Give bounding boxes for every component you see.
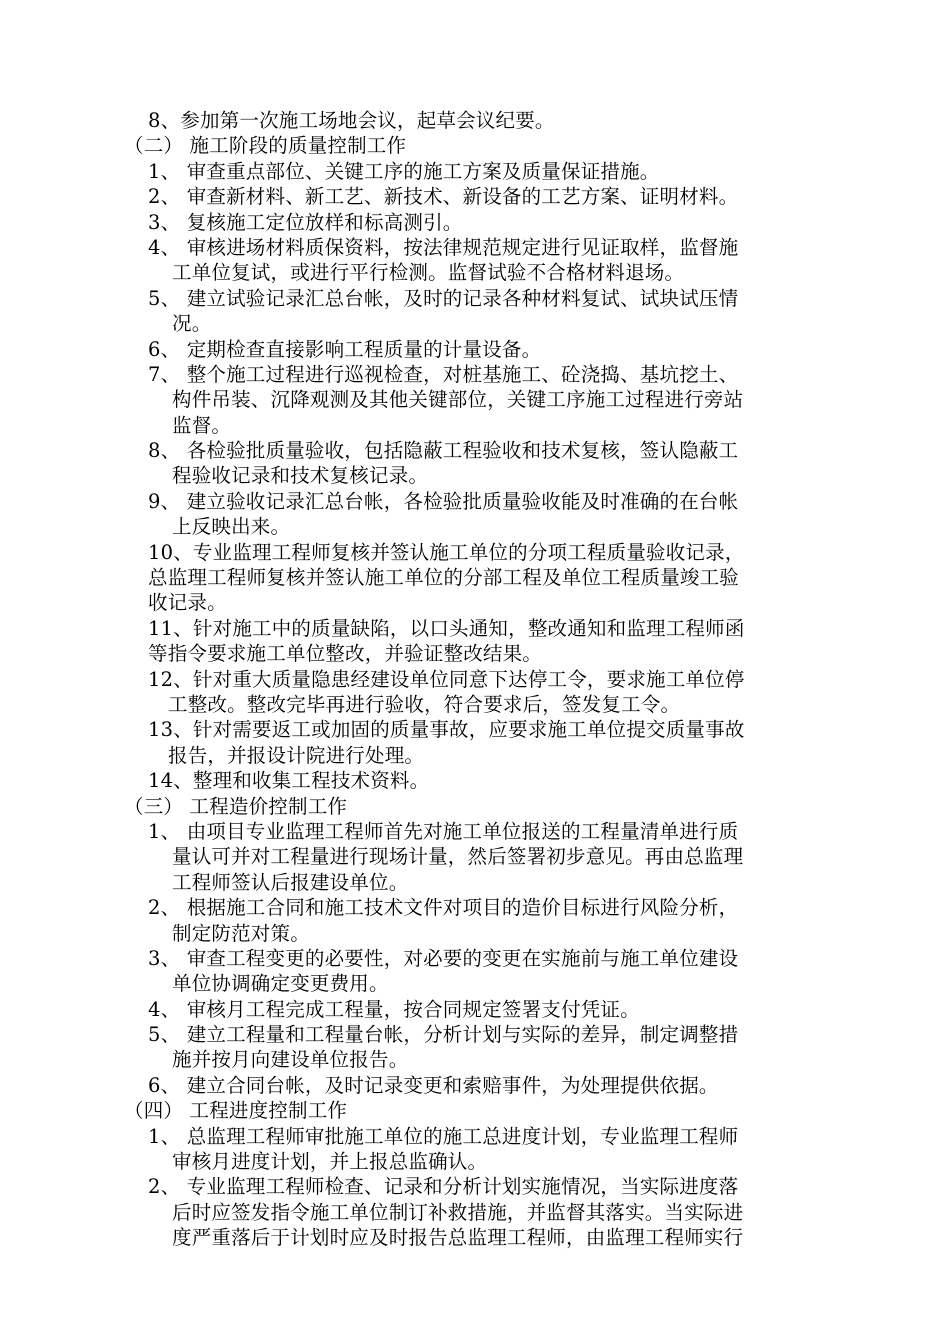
text-line: 9、 建立验收记录汇总台帐，各检验批质量验收能及时准确的在台帐	[148, 489, 739, 513]
text-line: 报告，并报设计院进行处理。	[168, 743, 425, 767]
text-line: 工单位复试，或进行平行检测。监督试验不合格材料退场。	[172, 261, 685, 285]
text-line: 12、针对重大质量隐患经建设单位同意下达停工令，要求施工单位停	[148, 667, 745, 691]
text-line: 2、 专业监理工程师检查、记录和分析计划实施情况，当实际进度落	[148, 1175, 739, 1199]
text-line: 构件吊装、沉降观测及其他关键部位，关键工序施工过程进行旁站	[172, 388, 744, 412]
text-line: 工程师签认后报建设单位。	[172, 870, 409, 894]
text-line: 4、 审核进场材料质保资料，按法律规范规定进行见证取样，监督施	[148, 235, 739, 259]
text-line: 1、 审查重点部位、关键工序的施工方案及质量保证措施。	[148, 159, 660, 183]
text-line: 10、专业监理工程师复核并签认施工单位的分项工程质量验收记录，	[148, 540, 745, 564]
text-line: 7、 整个施工过程进行巡视检查，对桩基施工、砼浇捣、基坑挖土、	[148, 362, 739, 386]
text-line: 收记录。	[148, 591, 227, 615]
text-line: 13、针对需要返工或加固的质量事故，应要求施工单位提交质量事故	[148, 718, 745, 742]
text-line: 2、 审查新材料、新工艺、新技术、新设备的工艺方案、证明材料。	[148, 185, 739, 209]
text-line: 等指令要求施工单位整改，并验证整改结果。	[148, 642, 543, 666]
text-line: 8、 各检验批质量验收，包括隐蔽工程验收和技术复核，签认隐蔽工	[148, 439, 739, 463]
text-line: 监督。	[172, 413, 232, 437]
text-line: 14、整理和收集工程技术资料。	[148, 769, 430, 793]
document-page	[0, 108, 950, 1251]
text-line: 况。	[172, 312, 212, 336]
text-line: 总监理工程师复核并签认施工单位的分部工程及单位工程质量竣工验	[148, 566, 740, 590]
text-line: 4、 审核月工程完成工程量，按合同规定签署支付凭证。	[148, 997, 640, 1021]
text-line: 6、 建立合同台帐，及时记录变更和索赔事件，为处理提供依据。	[148, 1073, 719, 1097]
text-line: 单位协调确定变更费用。	[172, 972, 389, 996]
text-line: 8、参加第一次施工场地会议，起草会议纪要。	[148, 109, 555, 132]
text-line: 3、 审查工程变更的必要性，对必要的变更在实施前与施工单位建设	[148, 946, 739, 970]
text-line: 6、 定期检查直接影响工程质量的计量设备。	[148, 337, 542, 361]
text-line: （三） 工程造价控制工作	[124, 794, 348, 818]
text-line: 5、 建立试验记录汇总台帐，及时的记录各种材料复试、试块试压情	[148, 286, 739, 310]
text-line: 程验收记录和技术复核记录。	[172, 464, 429, 488]
text-line: 后时应签发指令施工单位制订补救措施，并监督其落实。当实际进	[172, 1200, 744, 1224]
text-line: 1、 总监理工程师审批施工单位的施工总进度计划，专业监理工程师	[148, 1124, 739, 1148]
text-line: 2、 根据施工合同和施工技术文件对项目的造价目标进行风险分析，	[148, 896, 739, 920]
text-line: 1、 由项目专业监理工程师首先对施工单位报送的工程量清单进行质	[148, 819, 739, 843]
text-line: 5、 建立工程量和工程量台帐，分析计划与实际的差异，制定调整措	[148, 1023, 739, 1047]
text-line: （四） 工程进度控制工作	[124, 1099, 348, 1123]
text-line: 施并按月向建设单位报告。	[172, 1048, 409, 1072]
text-line: 度严重落后于计划时应及时报告总监理工程师，由监理工程师实行	[172, 1226, 744, 1250]
text-line: 工整改。整改完毕再进行验收，符合要求后，签发复工令。	[168, 692, 681, 716]
text-line: 上反映出来。	[172, 515, 291, 539]
text-line: （二） 施工阶段的质量控制工作	[124, 134, 407, 158]
text-line: 量认可并对工程量进行现场计量，然后签署初步意见。再由总监理	[172, 845, 744, 869]
text-line: 3、 复核施工定位放样和标高测引。	[148, 210, 463, 234]
text-line: 11、针对施工中的质量缺陷，以口头通知，整改通知和监理工程师函	[148, 616, 745, 640]
text-line: 审核月进度计划，并上报总监确认。	[172, 1150, 488, 1174]
text-line: 制定防范对策。	[172, 921, 310, 945]
